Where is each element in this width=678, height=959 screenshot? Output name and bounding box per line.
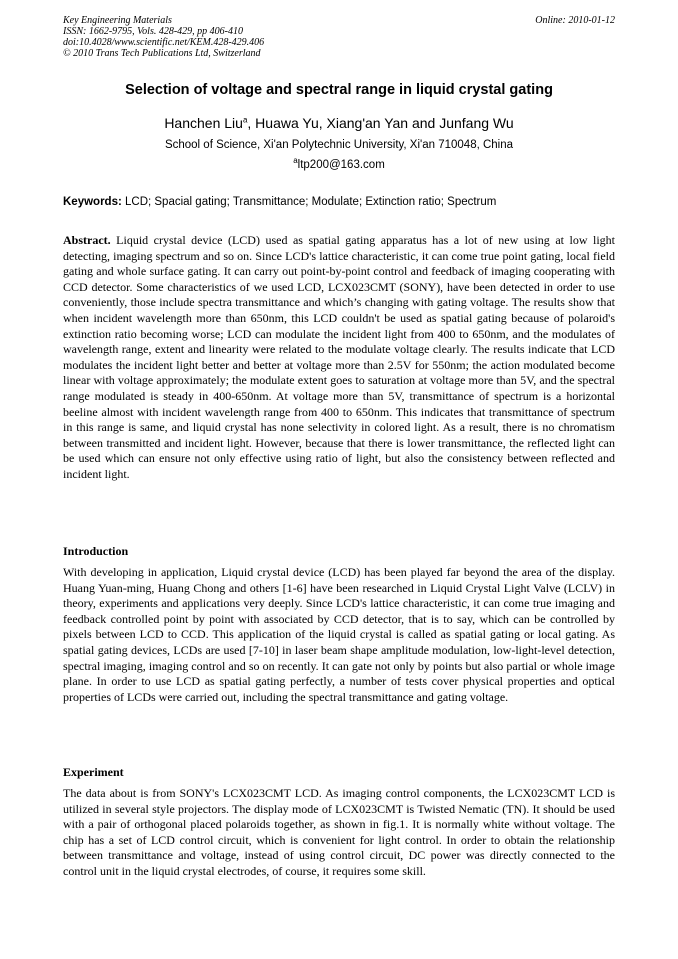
copyright-line: © 2010 Trans Tech Publications Ltd, Switzerland bbox=[63, 48, 261, 59]
keywords-text: LCD; Spacial gating; Transmittance; Modulate; Extinction ratio; Spectrum bbox=[121, 196, 497, 208]
paper-title: Selection of voltage and spectral range in liquid crystal gating bbox=[125, 82, 553, 98]
doi-line: doi:10.4028/www.scientific.net/KEM.428-429.406 bbox=[63, 37, 265, 48]
issn-line: ISSN: 1662-9795, Vols. 428-429, pp 406-410 bbox=[63, 26, 243, 37]
abstract-label: Abstract. bbox=[63, 233, 111, 247]
first-author: Hanchen Liu bbox=[164, 115, 243, 131]
journal-header bbox=[63, 15, 615, 59]
first-author-mark: a bbox=[242, 115, 248, 125]
abstract bbox=[63, 233, 615, 483]
experiment-heading: Experiment bbox=[63, 765, 124, 779]
email-mark: a bbox=[293, 156, 298, 166]
online-date: Online: 2010-01-12 bbox=[535, 15, 615, 26]
experiment-text: The data about is from SONY's LCX023CMT LCD. As imaging control components, the LCX023CMT LCD is utilized in several style projectors. The display mode of LCX023CMT is Twisted Nematic (TN). It should be used with a pair of orthogonal placed polaroids together, as shown in fig.1. It is normally white without voltage. The chip has a set of LCD control circuit, which is convenient for light control. In order to obtain the relationship between transmittance and voltage, instead of using control circuit, DC power was directly connected to the control unit in the liquid crystal electrodes, of course, it requires some skill. bbox=[63, 786, 615, 878]
introduction-text: With developing in application, Liquid crystal device (LCD) has been played far beyond the area of the display. Huang Yuan-ming, Huang Chong and others [1-6] have been researched in Liquid Crystal Light Valve (LCLV) in theory, experiments and applications very deeply. Since LCD's lattice characteristic, it can come true imaging and feedback controlled point by point with associated by CCD detector, that is to say, which can be controlled by pixels between LCD to CCD. This application of the liquid crystal is called as spatial gating or local gating. As spatial gating devices, LCDs are used [7-10] in laser beam shape amplitude modulation, low-light-level detection, spectral imaging, imaging control and so on recently. It can gate not only by points but also partial or whole image plane. In order to use LCD as spatial gating perfectly, a number of tests cover physical properties and optical properties of LCDs were carried out, including the spectral transmittance and gating voltage. bbox=[63, 565, 615, 704]
author-list bbox=[63, 114, 615, 132]
author-email bbox=[63, 158, 615, 173]
email-address: ltp200@163.com bbox=[297, 159, 385, 171]
introduction-heading: Introduction bbox=[63, 544, 129, 558]
keywords bbox=[63, 195, 615, 210]
journal-name: Key Engineering Materials bbox=[63, 15, 172, 26]
other-authors: , Huawa Yu, Xiang'an Yan and Junfang Wu bbox=[247, 115, 514, 131]
keywords-label: Keywords: bbox=[63, 196, 122, 208]
affiliation: School of Science, Xi'an Polytechnic University, Xi'an 710048, China bbox=[164, 139, 514, 151]
abstract-text: Liquid crystal device (LCD) used as spatial gating apparatus has a lot of new using at low light detecting, imaging spectrum and so on. Since LCD's lattice characteristic, it can come true point gating, local field gating and whole surface gating. It can carry out point-by-point control and feedback of imaging cooperating with CCD detector. Some characteristics of we used LCD, LCX023CMT (SONY), have been detected in order to use conveniently, those include spectra transmittance and which’s changing with gating voltage. The results show that when incident wavelength more than 650nm, this LCD couldn't be used as spatial gating because of polaroid's extinction ratio becoming worse; LCD can modulate the incident light from 400 to 650nm, and the modulates of wavelength range, extent and linearity were related to the modulate voltage clearly. The results indicate that LCD modulates the incident light better and better at voltage more than 2.5V for 550nm; the action modulated become linear with voltage approximately; the modulate extent goes to saturation at voltage more than 5V, and the spectral range modulated is steady in 400-650nm. At voltage more than 5V, transmittance of spectrum is a horizontal beeline almost with incident wavelength range from 400 to 650nm. This indicates that transmittance of spectrum in this range is same, and liquid crystal has none selectivity in colored light. As a result, there is no chromatism between transmitted and incident light. However, because that there is lower transmittance, the reflected light can be used which can ensure not only effective using ratio of light, but also the consistency between reflected and incident light. bbox=[63, 233, 615, 481]
